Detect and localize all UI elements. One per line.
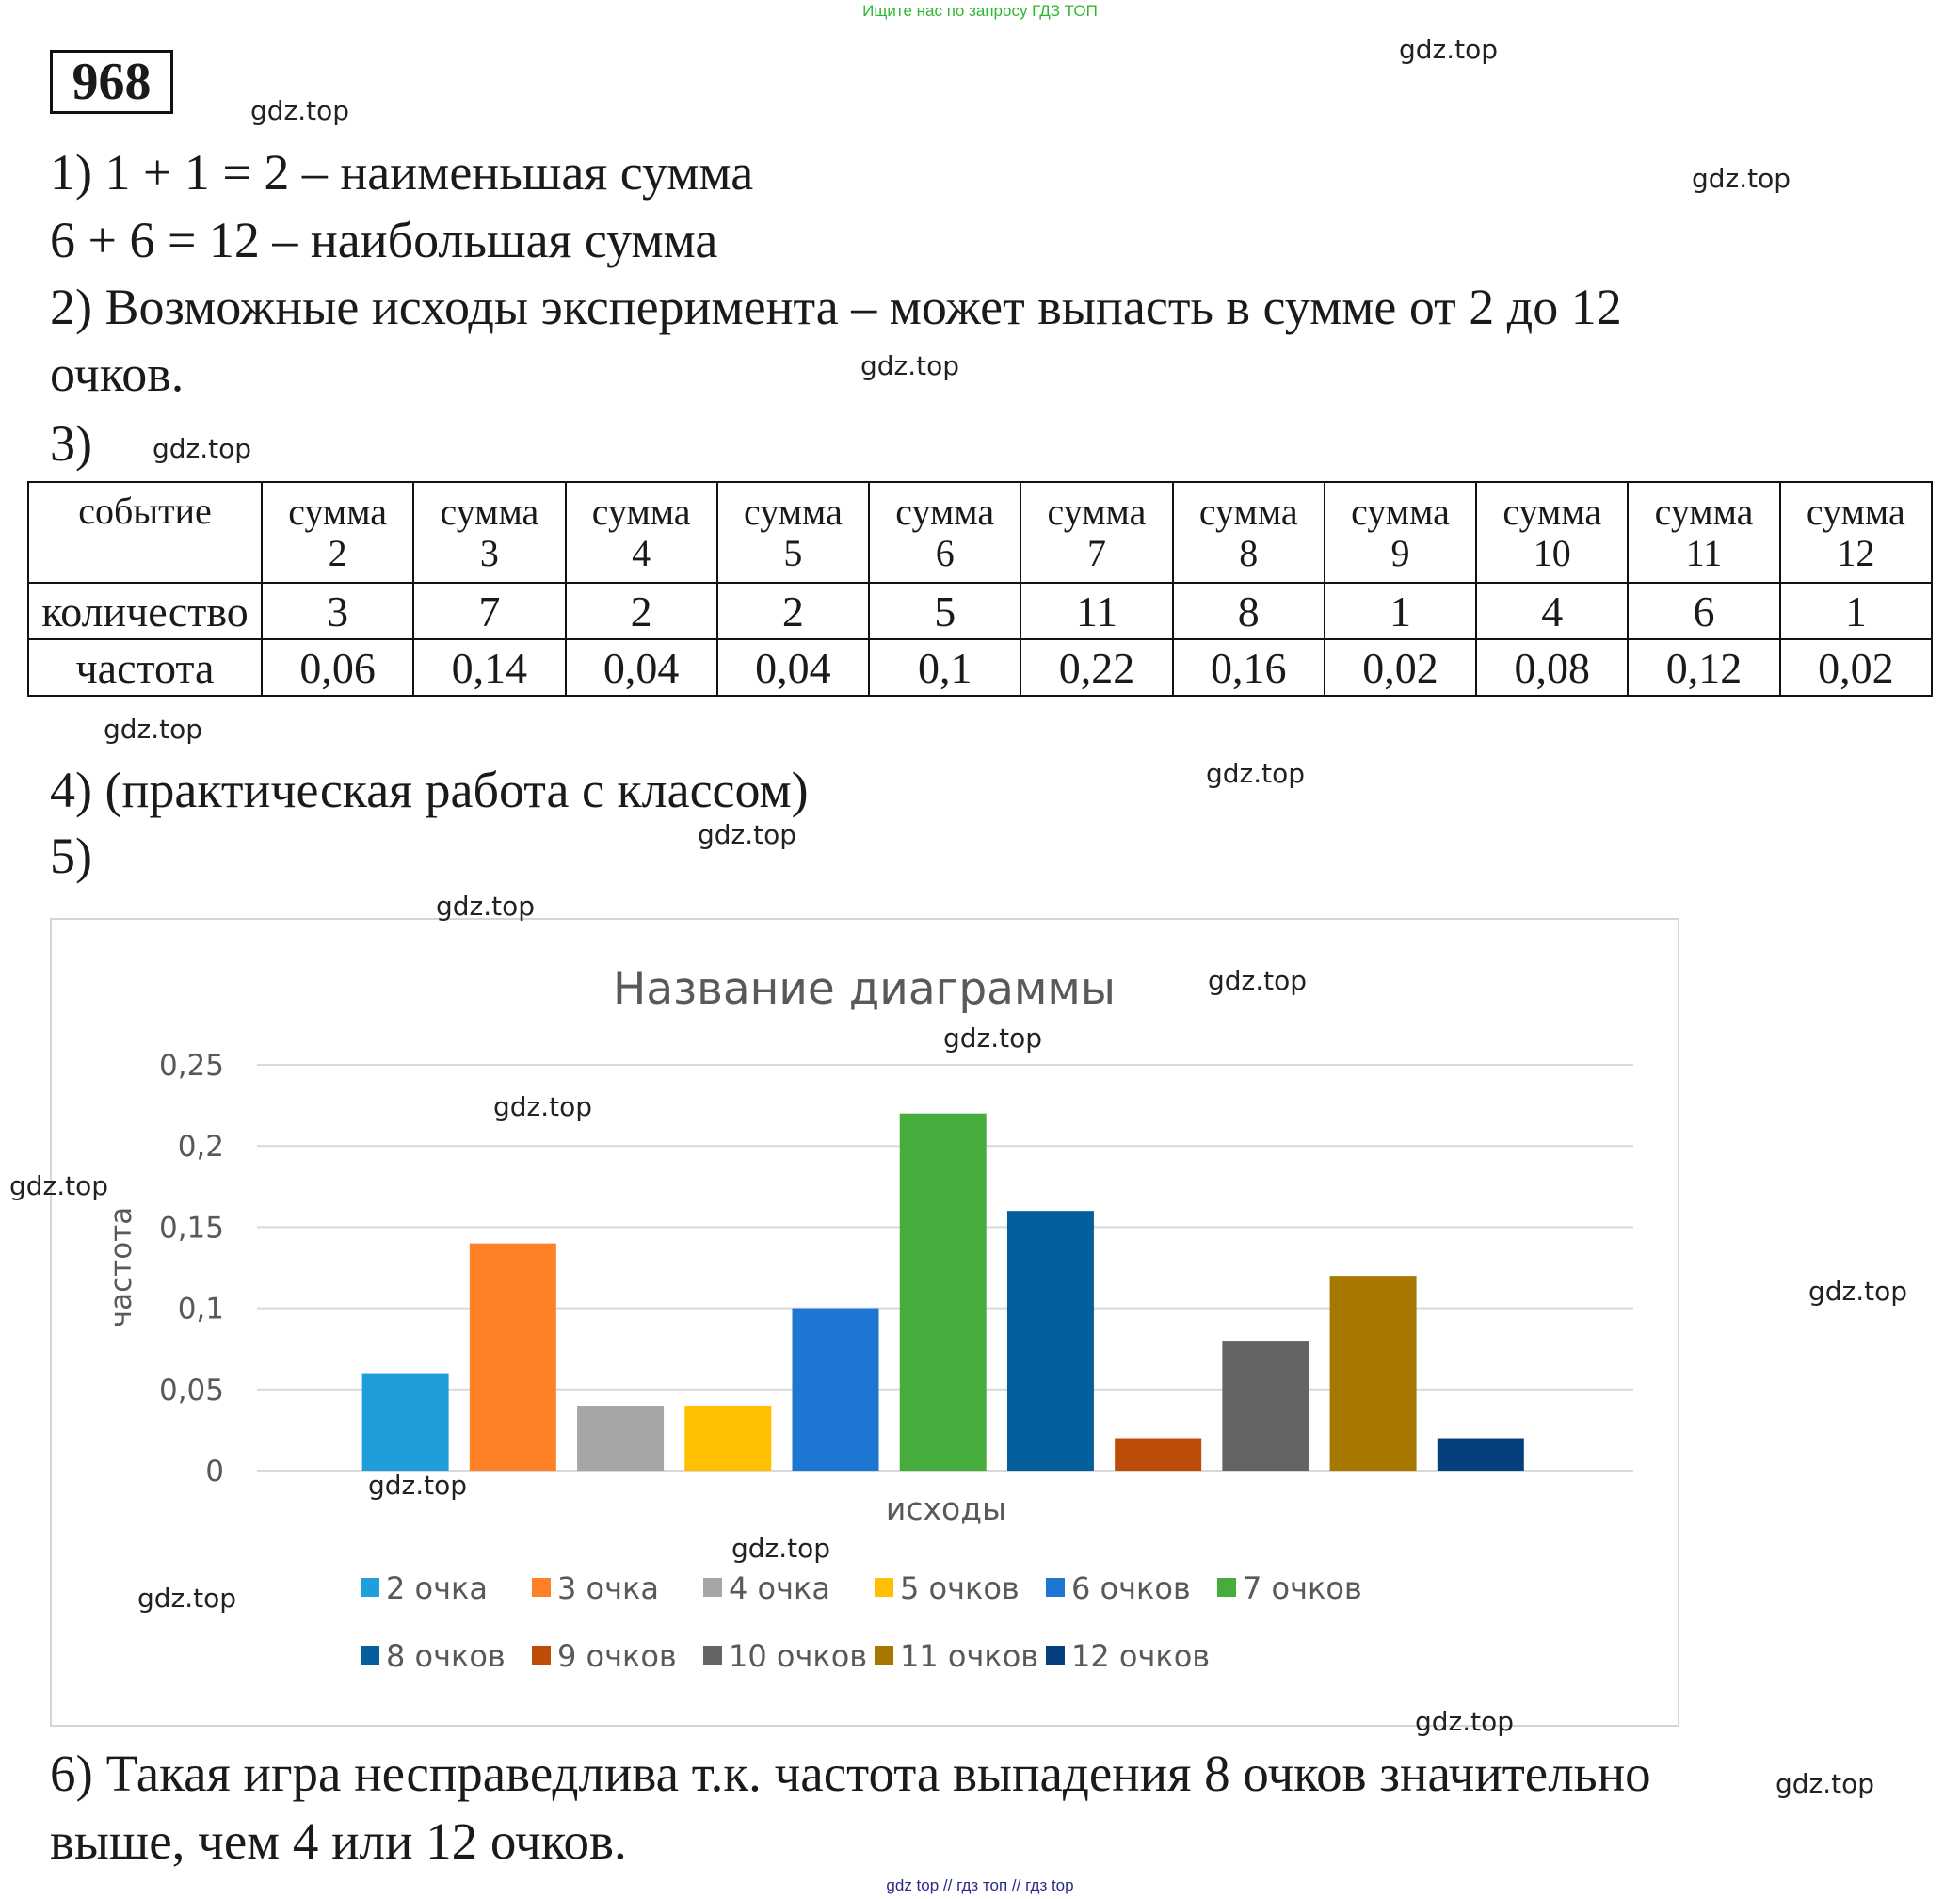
watermark: gdz.top <box>1808 1276 1908 1307</box>
line-9: выше, чем 4 или 12 очков. <box>50 1812 627 1870</box>
y-tick-label: 0,1 <box>177 1292 224 1327</box>
table-cell-event <box>413 482 565 583</box>
table-row-counts <box>28 583 1932 639</box>
table-cell-event <box>566 482 717 583</box>
table-cell-event <box>1325 482 1476 583</box>
watermark: gdz.top <box>1415 1706 1515 1737</box>
bar <box>1330 1276 1417 1471</box>
watermark: gdz.top <box>137 1583 237 1614</box>
legend-swatch <box>532 1646 551 1665</box>
events-table <box>27 481 1933 697</box>
header-note: Ищите нас по запросу ГДЗ ТОП <box>862 2 1098 20</box>
watermark: gdz.top <box>104 714 203 745</box>
event-sum-word: сумма <box>1198 490 1298 533</box>
bar <box>792 1309 878 1471</box>
event-sum-word: сумма <box>1806 490 1905 533</box>
table-cell-freq: 0,22 <box>1020 639 1172 696</box>
table-cell-freq: 0,08 <box>1476 639 1628 696</box>
table-cell-freq: 0,12 <box>1628 639 1779 696</box>
line-5: 3) <box>50 415 92 472</box>
bar <box>577 1406 664 1471</box>
table-cell-event <box>1628 482 1779 583</box>
table-row-freqs <box>28 639 1932 696</box>
bar <box>1115 1439 1201 1471</box>
watermark: gdz.top <box>250 95 350 126</box>
watermark: gdz.top <box>1775 1768 1875 1799</box>
row-header-freq: частота <box>28 639 262 696</box>
legend-label: 6 очков <box>1071 1570 1191 1606</box>
table-cell-freq: 0,02 <box>1325 639 1476 696</box>
legend-label: 8 очков <box>386 1638 506 1674</box>
legend-label: 5 очков <box>900 1570 1020 1606</box>
event-sum-word: сумма <box>744 490 843 533</box>
y-tick-label: 0 <box>205 1455 224 1489</box>
chart-frame <box>50 918 1679 1727</box>
bar <box>1438 1439 1524 1471</box>
legend-label: 4 очка <box>729 1570 830 1606</box>
bar <box>1222 1341 1309 1471</box>
bar <box>470 1244 556 1471</box>
watermark: gdz.top <box>493 1091 593 1122</box>
line-4: очков. <box>50 346 185 402</box>
legend-swatch <box>532 1578 551 1597</box>
legend-swatch <box>1217 1578 1236 1597</box>
legend-swatch <box>703 1578 722 1597</box>
event-sum-number: 10 <box>1533 531 1571 574</box>
table-cell-event <box>1780 482 1932 583</box>
event-sum-word: сумма <box>591 490 691 533</box>
line-8: 6) Такая игра несправедлива т.к. частота выпадения 8 очков значительно <box>50 1745 1651 1802</box>
table-cell-event <box>1476 482 1628 583</box>
event-sum-number: 6 <box>935 531 955 574</box>
legend-label: 9 очков <box>557 1638 677 1674</box>
bar <box>362 1374 449 1471</box>
event-sum-word: сумма <box>1502 490 1602 533</box>
legend-label: 11 очков <box>900 1638 1039 1674</box>
legend-swatch <box>361 1578 379 1597</box>
legend-swatch <box>875 1578 893 1597</box>
watermark: gdz.top <box>860 350 960 381</box>
bar-chart <box>52 920 1678 1725</box>
legend-swatch <box>361 1646 379 1665</box>
table-row-events <box>28 482 1932 583</box>
legend-label: 7 очков <box>1243 1570 1362 1606</box>
event-sum-number: 5 <box>783 531 803 574</box>
legend-swatch <box>703 1646 722 1665</box>
table-cell-count: 2 <box>717 583 869 639</box>
legend-label: 3 очка <box>557 1570 659 1606</box>
event-sum-word: сумма <box>1047 490 1147 533</box>
chart-title: Название диаграммы <box>613 963 1116 1015</box>
watermark: gdz.top <box>436 891 536 922</box>
x-axis-label: исходы <box>885 1490 1007 1527</box>
table-cell-freq: 0,16 <box>1173 639 1325 696</box>
y-tick-label: 0,2 <box>177 1130 224 1165</box>
watermark: gdz.top <box>1208 965 1308 996</box>
event-sum-number: 9 <box>1390 531 1410 574</box>
table-cell-freq: 0,06 <box>262 639 413 696</box>
y-tick-label: 0,05 <box>158 1373 224 1408</box>
bar <box>900 1114 987 1471</box>
event-sum-number: 3 <box>479 531 499 574</box>
bar <box>684 1406 771 1471</box>
event-sum-number: 11 <box>1685 531 1723 574</box>
table-cell-event <box>1020 482 1172 583</box>
table-cell-count: 11 <box>1020 583 1172 639</box>
table-cell-count: 5 <box>869 583 1020 639</box>
legend-label: 10 очков <box>729 1638 868 1674</box>
watermark: gdz.top <box>731 1533 831 1564</box>
table-cell-count: 2 <box>566 583 717 639</box>
y-tick-label: 0,25 <box>158 1049 224 1083</box>
table-cell-event <box>1173 482 1325 583</box>
bar <box>1007 1211 1094 1471</box>
watermark: gdz.top <box>1206 758 1306 789</box>
line-2: 6 + 6 = 12 – наибольшая сумма <box>50 212 718 268</box>
table-cell-freq: 0,04 <box>717 639 869 696</box>
event-sum-number: 4 <box>632 531 651 574</box>
event-sum-number: 2 <box>328 531 347 574</box>
table-cell-freq: 0,02 <box>1780 639 1932 696</box>
y-axis-label: частота <box>104 1206 138 1328</box>
event-sum-word: сумма <box>1654 490 1754 533</box>
line-3: 2) Возможные исходы эксперимента – может выпасть в сумме от 2 до 12 <box>50 279 1622 335</box>
table-cell-event <box>869 482 1020 583</box>
table-cell-count: 1 <box>1325 583 1476 639</box>
task-number: 968 <box>50 50 173 114</box>
legend-swatch <box>875 1646 893 1665</box>
watermark: gdz.top <box>153 433 252 464</box>
legend-swatch <box>1046 1578 1065 1597</box>
line-6: 4) (практическая работа с классом) <box>50 762 809 818</box>
table-cell-freq: 0,14 <box>413 639 565 696</box>
event-sum-word: сумма <box>895 490 995 533</box>
watermark: gdz.top <box>943 1022 1043 1054</box>
event-sum-number: 12 <box>1837 531 1875 574</box>
event-sum-word: сумма <box>440 490 539 533</box>
legend-label: 2 очка <box>386 1570 488 1606</box>
table-cell-count: 6 <box>1628 583 1779 639</box>
row-header-count: количество <box>28 583 262 639</box>
table-cell-freq: 0,04 <box>566 639 717 696</box>
watermark: gdz.top <box>698 819 797 850</box>
watermark: gdz.top <box>368 1470 468 1501</box>
footer-note: gdz top // гдз топ // гдз top <box>886 1876 1074 1894</box>
table-cell-count: 1 <box>1780 583 1932 639</box>
table-cell-count: 7 <box>413 583 565 639</box>
line-7: 5) <box>50 828 92 884</box>
watermark: gdz.top <box>1692 163 1791 194</box>
event-sum-number: 7 <box>1086 531 1106 574</box>
row-header-event: событие <box>28 482 262 583</box>
table-cell-count: 4 <box>1476 583 1628 639</box>
y-tick-label: 0,15 <box>158 1211 224 1246</box>
table-cell-count: 3 <box>262 583 413 639</box>
table-cell-event <box>717 482 869 583</box>
watermark: gdz.top <box>9 1170 109 1201</box>
table-cell-count: 8 <box>1173 583 1325 639</box>
event-sum-word: сумма <box>1351 490 1450 533</box>
event-sum-word: сумма <box>288 490 388 533</box>
event-sum-number: 8 <box>1239 531 1259 574</box>
table-cell-event <box>262 482 413 583</box>
legend-label: 12 очков <box>1071 1638 1211 1674</box>
legend-swatch <box>1046 1646 1065 1665</box>
table-cell-freq: 0,1 <box>869 639 1020 696</box>
line-1: 1) 1 + 1 = 2 – наименьшая сумма <box>50 144 754 201</box>
watermark: gdz.top <box>1399 34 1499 65</box>
